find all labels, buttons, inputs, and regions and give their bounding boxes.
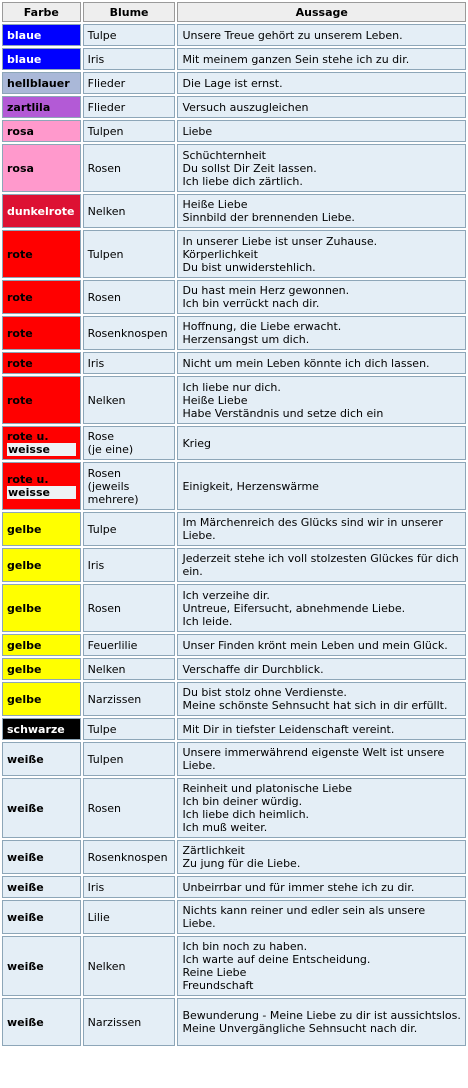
table-row <box>2 778 466 838</box>
cell-aussage: Mit Dir in tiefster Leidenschaft vereint. <box>177 718 466 740</box>
cell-blume: Tulpen <box>83 742 176 776</box>
table-body <box>2 24 466 1046</box>
cell-aussage: Du bist stolz ohne Verdienste. Meine schönste Sehnsucht hat sich in dir erfüllt. <box>177 682 466 716</box>
cell-farbe: weiße <box>2 900 81 934</box>
cell-aussage: In unserer Liebe ist unser Zuhause. Körperlichkeit Du bist unwiderstehlich. <box>177 230 466 278</box>
cell-blume: Iris <box>83 48 176 70</box>
cell-aussage: Unsere immerwährend eigenste Welt ist unsere Liebe. <box>177 742 466 776</box>
cell-farbe: rote <box>2 352 81 374</box>
cell-blume: Tulpe <box>83 718 176 740</box>
table-header-row <box>2 2 466 22</box>
farbe-label-secondary: weisse <box>7 486 76 499</box>
table-row <box>2 682 466 716</box>
cell-farbe: weiße <box>2 742 81 776</box>
table-row <box>2 718 466 740</box>
table-row <box>2 998 466 1046</box>
table-row <box>2 280 466 314</box>
cell-aussage: Schüchternheit Du sollst Dir Zeit lassen. Ich liebe dich zärtlich. <box>177 144 466 192</box>
cell-farbe <box>2 426 81 460</box>
table-row <box>2 316 466 350</box>
cell-farbe: gelbe <box>2 634 81 656</box>
cell-aussage: Im Märchenreich des Glücks sind wir in unserer Liebe. <box>177 512 466 546</box>
cell-farbe: gelbe <box>2 584 81 632</box>
table-row <box>2 96 466 118</box>
cell-blume: Rosenknospen <box>83 316 176 350</box>
cell-blume: Nelken <box>83 658 176 680</box>
cell-aussage: Nichts kann reiner und edler sein als unsere Liebe. <box>177 900 466 934</box>
cell-aussage: Ich verzeihe dir. Untreue, Eifersucht, abnehmende Liebe. Ich leide. <box>177 584 466 632</box>
table-row <box>2 512 466 546</box>
cell-farbe <box>2 462 81 510</box>
table-row <box>2 742 466 776</box>
table-row <box>2 634 466 656</box>
cell-aussage: Unbeirrbar und für immer stehe ich zu dir. <box>177 876 466 898</box>
table-row <box>2 936 466 996</box>
cell-aussage: Du hast mein Herz gewonnen. Ich bin verrückt nach dir. <box>177 280 466 314</box>
cell-farbe: rote <box>2 230 81 278</box>
cell-blume: Iris <box>83 352 176 374</box>
cell-aussage: Nicht um mein Leben könnte ich dich lassen. <box>177 352 466 374</box>
cell-farbe: zartlila <box>2 96 81 118</box>
table-row <box>2 144 466 192</box>
cell-farbe: rosa <box>2 120 81 142</box>
cell-aussage: Einigkeit, Herzenswärme <box>177 462 466 510</box>
cell-aussage: Zärtlichkeit Zu jung für die Liebe. <box>177 840 466 874</box>
cell-farbe: weiße <box>2 840 81 874</box>
cell-aussage: Versuch auszugleichen <box>177 96 466 118</box>
cell-aussage: Reinheit und platonische Liebe Ich bin deiner würdig. Ich liebe dich heimlich. Ich muß weiter. <box>177 778 466 838</box>
table-row <box>2 462 466 510</box>
table-row <box>2 120 466 142</box>
cell-blume: Rose (je eine) <box>83 426 176 460</box>
cell-blume: Flieder <box>83 96 176 118</box>
cell-blume: Tulpen <box>83 230 176 278</box>
cell-farbe: rosa <box>2 144 81 192</box>
cell-blume: Nelken <box>83 936 176 996</box>
cell-blume: Rosen <box>83 778 176 838</box>
cell-blume: Nelken <box>83 376 176 424</box>
cell-aussage: Krieg <box>177 426 466 460</box>
cell-farbe: schwarze <box>2 718 81 740</box>
cell-blume: Rosenknospen <box>83 840 176 874</box>
cell-farbe: weiße <box>2 778 81 838</box>
cell-blume: Rosen <box>83 280 176 314</box>
header-aussage: Aussage <box>177 2 466 22</box>
cell-blume: Nelken <box>83 194 176 228</box>
cell-blume: Narzissen <box>83 682 176 716</box>
cell-aussage: Die Lage ist ernst. <box>177 72 466 94</box>
cell-aussage: Mit meinem ganzen Sein stehe ich zu dir. <box>177 48 466 70</box>
table-row <box>2 658 466 680</box>
cell-blume: Feuerlilie <box>83 634 176 656</box>
cell-aussage: Verschaffe dir Durchblick. <box>177 658 466 680</box>
cell-aussage: Unsere Treue gehört zu unserem Leben. <box>177 24 466 46</box>
cell-blume: Iris <box>83 548 176 582</box>
header-blume: Blume <box>83 2 176 22</box>
table-row <box>2 548 466 582</box>
cell-aussage: Unser Finden krönt mein Leben und mein Glück. <box>177 634 466 656</box>
cell-farbe: blaue <box>2 48 81 70</box>
table-row <box>2 900 466 934</box>
cell-farbe: blaue <box>2 24 81 46</box>
cell-farbe: rote <box>2 280 81 314</box>
cell-aussage: Hoffnung, die Liebe erwacht. Herzensangst um dich. <box>177 316 466 350</box>
cell-farbe: weiße <box>2 936 81 996</box>
cell-farbe: gelbe <box>2 658 81 680</box>
cell-blume: Lilie <box>83 900 176 934</box>
table-row <box>2 194 466 228</box>
cell-farbe: rote <box>2 376 81 424</box>
farbe-label: rote u. <box>7 473 49 486</box>
cell-farbe: rote <box>2 316 81 350</box>
cell-blume: Rosen <box>83 144 176 192</box>
cell-farbe: gelbe <box>2 512 81 546</box>
table-row <box>2 426 466 460</box>
cell-blume: Iris <box>83 876 176 898</box>
cell-aussage: Jederzeit stehe ich voll stolzesten Glückes für dich ein. <box>177 548 466 582</box>
cell-farbe: hellblauer <box>2 72 81 94</box>
cell-blume: Rosen <box>83 584 176 632</box>
cell-aussage: Heiße Liebe Sinnbild der brennenden Liebe. <box>177 194 466 228</box>
cell-farbe: weiße <box>2 998 81 1046</box>
cell-blume: Tulpe <box>83 24 176 46</box>
cell-blume: Narzissen <box>83 998 176 1046</box>
table-row <box>2 230 466 278</box>
farbe-label: rote u. <box>7 430 49 443</box>
cell-aussage: Ich liebe nur dich. Heiße Liebe Habe Verständnis und setze dich ein <box>177 376 466 424</box>
cell-farbe: gelbe <box>2 548 81 582</box>
table-row <box>2 24 466 46</box>
cell-aussage: Bewunderung - Meine Liebe zu dir ist aussichtslos. Meine Unvergängliche Sehnsucht nach dir. <box>177 998 466 1046</box>
table-row <box>2 376 466 424</box>
cell-farbe: weiße <box>2 876 81 898</box>
table-row <box>2 840 466 874</box>
header-farbe: Farbe <box>2 2 81 22</box>
cell-blume: Tulpen <box>83 120 176 142</box>
cell-blume: Rosen (jeweils mehrere) <box>83 462 176 510</box>
cell-blume: Flieder <box>83 72 176 94</box>
table-row <box>2 48 466 70</box>
table-row <box>2 584 466 632</box>
cell-aussage: Liebe <box>177 120 466 142</box>
table-row <box>2 72 466 94</box>
cell-farbe: dunkelrote <box>2 194 81 228</box>
cell-farbe: gelbe <box>2 682 81 716</box>
cell-blume: Tulpe <box>83 512 176 546</box>
farbe-label-secondary: weisse <box>7 443 76 456</box>
table-row <box>2 352 466 374</box>
table-row <box>2 876 466 898</box>
cell-aussage: Ich bin noch zu haben. Ich warte auf deine Entscheidung. Reine Liebe Freundschaft <box>177 936 466 996</box>
